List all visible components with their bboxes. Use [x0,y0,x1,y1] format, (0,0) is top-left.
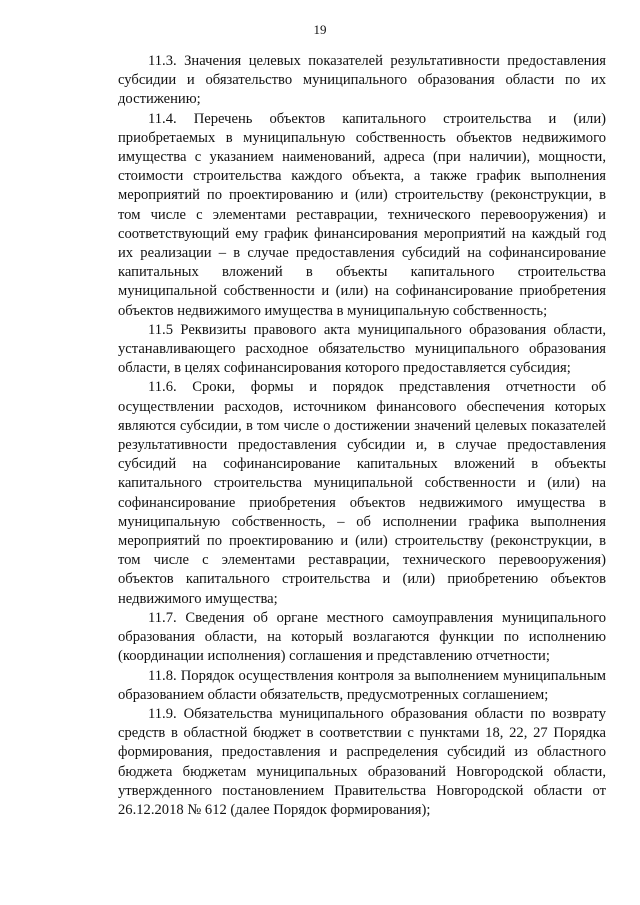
page-number: 19 [313,22,327,37]
document-body [118,52,606,820]
paragraph-11-9: 11.9. Обязательства муниципального образования области по возврату средств в областной бюджет в соответствии с пунктами 18, 22, 27 Порядка формирования, предоставления и распределения субсидий из областного бюджета бюджетам муниципальных образований Новгородской области, утвержденного постановлением Правительства Новгородской области от 26.12.2018 № 612 (далее Порядок формирования); [118,705,606,818]
paragraph-11-6: 11.6. Сроки, формы и порядок представления отчетности об осуществлении расходов, источником финансового обеспечения которых являются субсидии, в том числе о достижении значений целевых показателей результативности предоставления субсидии и, в случае предоставления субсидий на софинансирование капитальных вложений в объекты капитального строительства муниципальной собственности и (или) на софинансирование приобретения объектов недвижимого имущества в муниципальную собственность, – об исполнении графика выполнения мероприятий по проектированию и (или) строительству (реконструкции, в том числе с элементами реставрации, технического перевооружения) объектов капитального строительства и (или) приобретению объектов недвижимого имущества; [118,379,606,607]
paragraph-11-8: 11.8. Порядок осуществления контроля за выполнением муниципальным образованием области обязательств, предусмотренных соглашением; [118,667,606,703]
paragraph-11-3: 11.3. Значения целевых показателей результативности предоставления субсидии и обязательство муниципального образования области по их достижению; [118,53,606,108]
paragraph-11-7: 11.7. Сведения об органе местного самоуправления муниципального образования области, на который возлагаются функции по исполнению (координации исполнения) соглашения и представлению отчетности; [118,609,606,665]
paragraph-11-4: 11.4. Перечень объектов капитального строительства и (или) приобретаемых в муниципальную собственность объектов недвижимого имущества с указанием наименований, адреса (при наличии), мощности, стоимости строительства каждого объекта, а также график выполнения мероприятий по проектированию и (или) строительству (реконструкции, в том числе с элементами реставрации, технического перевооружения) и соответствующий ему график финансирования мероприятий на каждый год их реализации – в случае предоставления субсидий на софинансирование капитальных вложений в объекты капитального строительства муниципальной собственности и (или) на софинансирование приобретения объектов недвижимого имущества в муниципальную собственность; [118,110,606,319]
paragraph-11-5: 11.5 Реквизиты правового акта муниципального образования области, устанавливающего расходное обязательство муниципального образования области, в целях софинансирования которого предоставляется субсидия; [118,321,606,377]
